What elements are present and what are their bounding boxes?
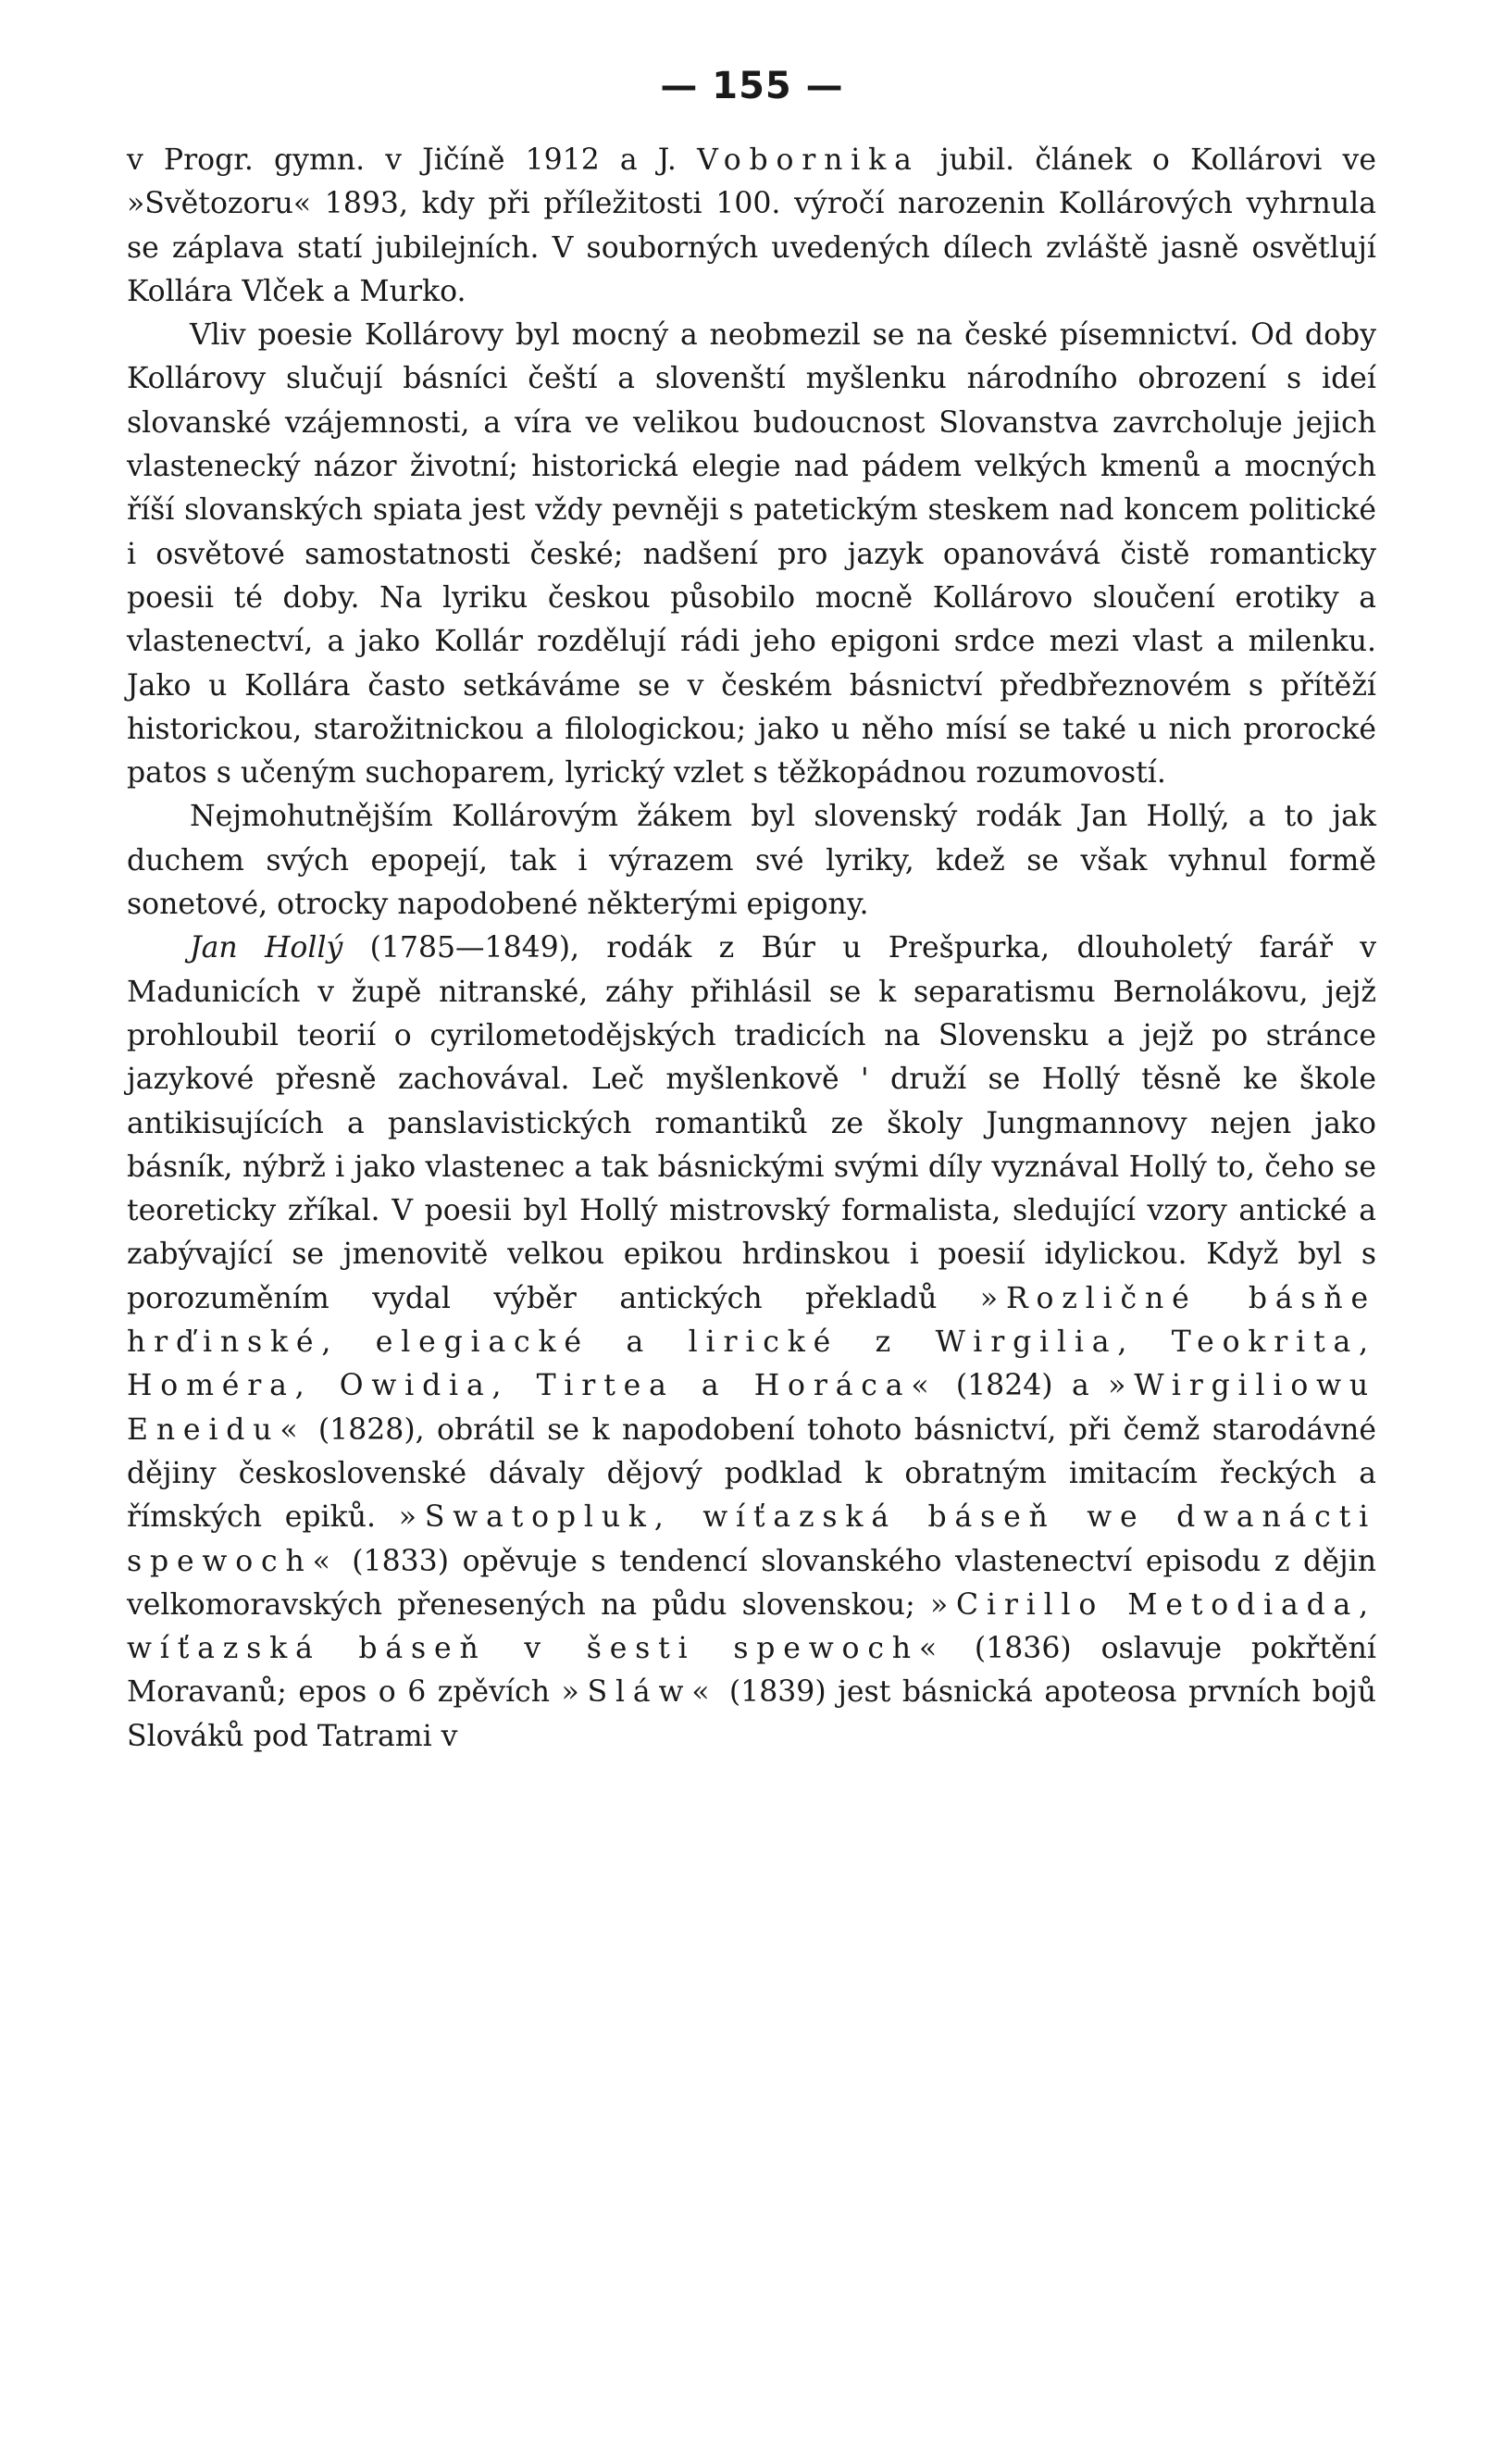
text-run: v Progr. gymn. v Jičíně 1912 a J. bbox=[127, 143, 698, 177]
text-run: (1785—1849), rodák z Búr u Prešpurka, dlouholetý farář v Madunicích v župě nitranské, záhy přihlásil se k separatismu Bernolákovu, jejž prohloubil teorií o cyrilometodějských tradicích na Slovensku a jejž po stránce jazykové přesně zachovával. Leč myšlenkově ' druží se Hollý těsně ke škole antikisujících a panslavistických romantiků ze školy Jungmannovy nejen jako básník, nýbrž i jako vlastenec a tak básnickými svými díly vyznával Hollý to, čeho se teoreticky zříkal. V poesii byl Hollý mistrovský formalista, sledující vzory antické a zabývající se jmenovitě velkou epikou hrdinskou i poesií idylickou. Když byl s porozuměním vydal výběr antických překladů bbox=[127, 931, 1376, 1315]
page-number: — 155 — bbox=[660, 65, 844, 107]
spaced-work-title: »Wirgiliowu Eneidu« bbox=[127, 1369, 1376, 1447]
text-run: (1824) a bbox=[937, 1369, 1109, 1403]
paragraph-literature-references bbox=[127, 139, 1376, 314]
paragraph-jan-holly bbox=[127, 927, 1376, 1759]
text-run: (1839) jest básnická apoteosa prvních bojů Slováků pod Tatrami v bbox=[127, 1675, 1376, 1753]
text-run: (1833) opěvuje s tendencí slovanského vlastenectví episodu z dějin velkomoravských přenesených na půdu slovenskou; bbox=[127, 1544, 1376, 1622]
text-run: (1836) oslavuje pokřtění Moravanů; epos o 6 zpěvích bbox=[127, 1632, 1376, 1710]
spaced-work-title: »Cirillo Metodiada, wíťazská báseň v šesti spewoch« bbox=[127, 1587, 1376, 1666]
body-text bbox=[127, 139, 1376, 1759]
spaced-work-title: »Rozličné básňe hrďinské, elegiacké a lirické z Wirgilia, Teokrita, Homéra, Owidia, Tirtea a Horáca« bbox=[127, 1281, 1377, 1403]
text-run: jubil. článek o Kollárovi ve »Světozoru« 1893, kdy při příležitosti 100. výročí narozenin Kollárových vyhrnula se záplava statí jubilejních. V souborných uvedených dílech zvláště jasně osvětlují Kollára Vlček a Murko. bbox=[127, 143, 1376, 308]
text-run: (1828), obrátil se k napodobení tohoto básnictví, při čemž starodávné dějiny československé dávaly dějový podklad k obratným imitacím řeckých a římských epiků. bbox=[127, 1412, 1376, 1535]
paragraph-kollar-influence: Vliv poesie Kollárovy byl mocný a neobmezil se na české písemnictví. Od doby Kollárovy slučují básníci čeští a slovenští myšlenku národního obrození s ideí slovanské vzájemnosti, a víra ve velikou budoucnost Slovanstva zavrcholuje jejich vlastenecký názor životní; historická elegie nad pádem velkých kmenů a mocných říší slovanských spiata jest vždy pevněji s patetickým steskem nad koncem politické i osvětové samostatnosti české; nadšení pro jazyk opanovává čistě romanticky poesii té doby. Na lyriku českou působilo mocně Kollárovo sloučení erotiky a vlastenectví, a jako Kollár rozdělují rádi jeho epigoni srdce mezi vlast a milenku. Jako u Kollára často setkáváme se v českém básnictví předbřeznovém s přítěží historickou, starožitnickou a filologickou; jako u něho mísí se také u nich prorocké patos s učeným suchoparem, lyrický vzlet s těžkopádnou rozumovostí. bbox=[127, 318, 1376, 790]
spaced-work-title: »Sláw« bbox=[561, 1675, 718, 1710]
paragraph-holly-intro: Nejmohutnějším Kollárovým žákem byl slovenský rodák Jan Hollý, a to jak duchem svých epopejí, tak i výrazem své lyriky, kdež se však vyhnul formě sonetové, otrocky napodobené některými epigony. bbox=[127, 800, 1376, 922]
spaced-work-title: »Swatopluk, wíťazská báseň we dwanácti spewoch« bbox=[127, 1500, 1376, 1578]
spaced-author-name: Vobornika bbox=[697, 143, 920, 177]
italic-author-name: Jan Hollý bbox=[190, 931, 343, 965]
